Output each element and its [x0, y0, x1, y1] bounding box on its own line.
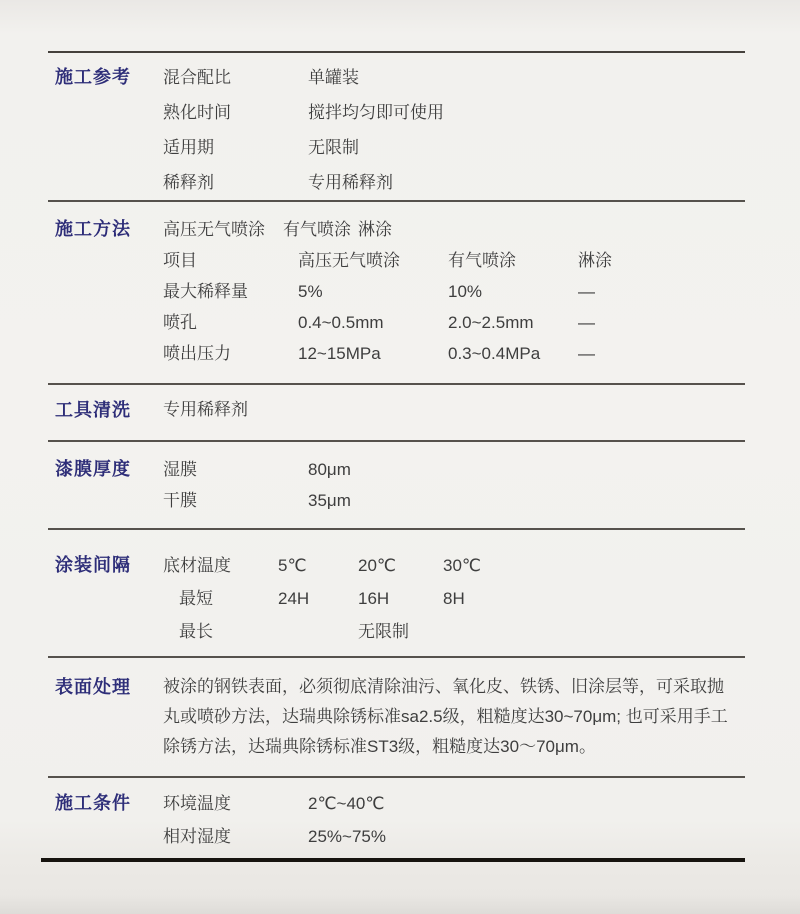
section-body	[163, 214, 745, 369]
field-row	[163, 95, 745, 130]
table-cell: 无限制	[358, 622, 409, 641]
table-cell: —	[578, 344, 595, 363]
field-label: 环境温度	[163, 794, 231, 813]
field-value: 25%~75%	[308, 827, 386, 846]
field-label: 相对湿度	[163, 827, 231, 846]
section-film-thickness	[48, 442, 745, 528]
field-row	[163, 130, 745, 165]
header-cell: 30℃	[443, 556, 482, 575]
field-label: 干膜	[163, 491, 197, 510]
table-row	[163, 307, 745, 338]
section-body	[163, 672, 745, 762]
header-cell: 有气喷涂	[448, 251, 516, 270]
header-cell: 底材温度	[163, 556, 231, 575]
table-cell: —	[578, 313, 595, 332]
section-body	[163, 60, 745, 200]
table-cell: 喷出压力	[163, 344, 231, 363]
field-row	[163, 820, 745, 853]
field-label: 熟化时间	[163, 103, 231, 122]
table-cell: —	[578, 282, 595, 301]
section-title: 漆膜厚度	[55, 459, 131, 479]
table-cell: 最短	[179, 589, 213, 608]
table-row	[163, 276, 745, 307]
field-value: 专用稀释剂	[163, 400, 248, 419]
section-application-conditions	[48, 778, 745, 858]
section-title: 工具清洗	[55, 400, 131, 420]
header-cell: 项目	[163, 251, 197, 270]
table-cell: 8H	[443, 589, 465, 608]
field-row	[163, 165, 745, 200]
section-title: 施工参考	[55, 67, 131, 87]
section-body	[163, 787, 745, 853]
field-row	[163, 485, 745, 516]
methods-line	[163, 214, 745, 245]
section-surface-treatment	[48, 658, 745, 776]
table-cell: 最长	[179, 622, 213, 641]
field-value: 80μm	[308, 460, 351, 479]
table-cell: 2.0~2.5mm	[448, 313, 534, 332]
section-body	[163, 454, 745, 516]
field-row	[163, 393, 745, 427]
section-title: 施工条件	[55, 793, 131, 813]
bottom-rule	[41, 858, 745, 862]
surface-treatment-paragraph: 被涂的钢铁表面，必须彻底清除油污、氧化皮、铁锈、旧涂层等，可采取抛丸或喷砂方法，达瑞典除锈标准sa2.5级，粗糙度达30~70μm; 也可采用手工除锈方法，达瑞典除锈标准ST3级，粗糙度达30～70μm。	[163, 677, 728, 756]
table-row	[163, 582, 745, 615]
table-header-row	[163, 549, 745, 582]
table-cell: 12~15MPa	[298, 344, 381, 363]
table-header-row	[163, 245, 745, 276]
table-cell: 0.4~0.5mm	[298, 313, 384, 332]
section-title: 涂装间隔	[55, 555, 131, 575]
field-value: 35μm	[308, 491, 351, 510]
method-name: 有气喷涂	[283, 220, 351, 239]
header-cell: 淋涂	[578, 251, 612, 270]
header-cell: 5℃	[278, 556, 307, 575]
field-label: 湿膜	[163, 460, 197, 479]
table-cell: 24H	[278, 589, 310, 608]
table-cell: 5%	[298, 282, 323, 301]
section-body	[163, 393, 745, 427]
table-cell	[278, 615, 358, 648]
field-row	[163, 454, 745, 485]
section-construction-reference	[48, 53, 745, 200]
method-name: 高压无气喷涂	[163, 220, 265, 239]
field-value: 单罐装	[308, 68, 359, 87]
header-cell: 高压无气喷涂	[298, 251, 400, 270]
field-label: 适用期	[163, 138, 214, 157]
table-cell: 0.3~0.4MPa	[448, 344, 541, 363]
field-label: 稀释剂	[163, 173, 214, 192]
table-cell: 10%	[448, 282, 483, 301]
spec-sheet	[48, 51, 745, 862]
field-value: 无限制	[308, 138, 359, 157]
field-value: 搅拌均匀即可使用	[308, 103, 444, 122]
section-tool-cleaning	[48, 385, 745, 440]
section-recoat-interval	[48, 530, 745, 656]
section-title: 施工方法	[55, 219, 131, 239]
header-cell: 20℃	[358, 556, 397, 575]
field-value: 专用稀释剂	[308, 173, 393, 192]
field-row	[163, 60, 745, 95]
field-label: 混合配比	[163, 68, 231, 87]
table-row	[163, 615, 745, 648]
field-value: 2℃~40℃	[308, 794, 385, 813]
table-row	[163, 338, 745, 369]
section-title: 表面处理	[55, 677, 131, 697]
section-body	[163, 549, 745, 648]
table-cell: 16H	[358, 589, 390, 608]
method-name: 淋涂	[358, 220, 392, 239]
table-cell: 喷孔	[163, 313, 197, 332]
field-row	[163, 787, 745, 820]
section-application-methods	[48, 202, 745, 383]
table-cell: 最大稀释量	[163, 282, 248, 301]
